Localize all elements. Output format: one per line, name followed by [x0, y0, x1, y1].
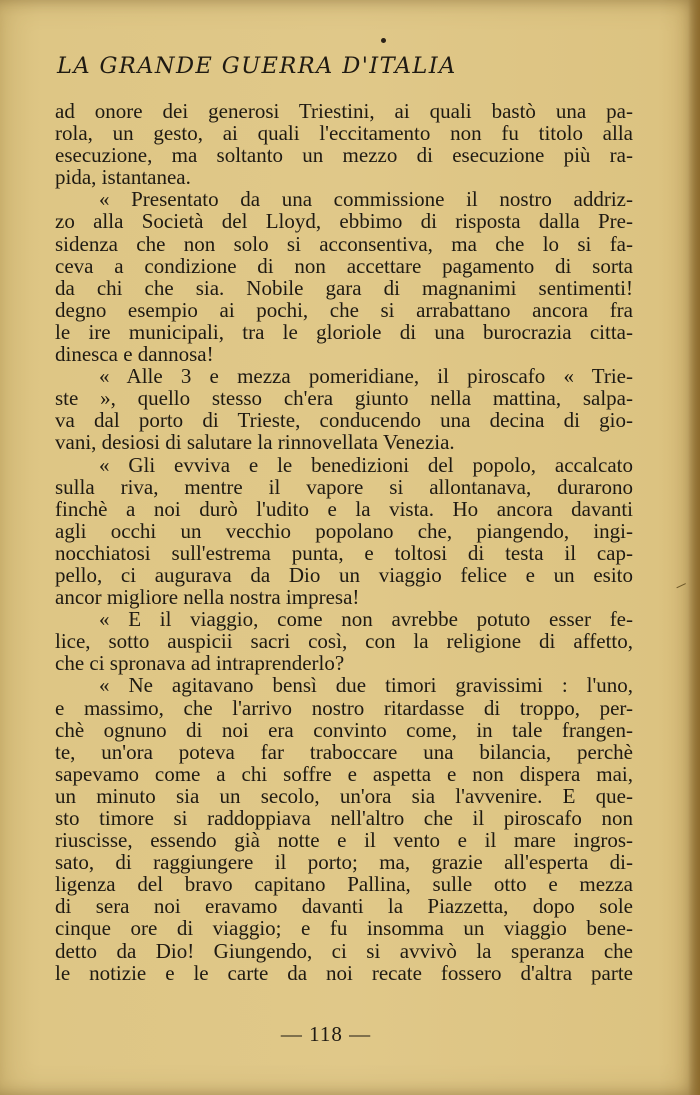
text-line: riuscisse, essendo già notte e il vento e il mare ingros-: [55, 828, 633, 853]
page-number: — 118 —: [280, 1022, 372, 1046]
text-line: lice, sotto auspicii sacri così, con la religione di affetto,: [55, 629, 633, 654]
text-line: ancor migliore nella nostra impresa!: [55, 585, 360, 610]
text-line: « Alle 3 e mezza pomeridiane, il piroscafo « Trie-: [99, 364, 633, 389]
text-line: pello, ci augurava da Dio un viaggio felice e un esito: [55, 562, 633, 587]
text-line: rola, un gesto, ai quali l'eccitamento non fu titolo alla: [55, 121, 633, 146]
text-line: « Ne agitavano bensì due timori gravissimi : l'uno,: [99, 673, 633, 698]
text-line: vani, desiosi di salutare la rinnovellata Venezia.: [55, 430, 455, 455]
text-line: e massimo, che l'arrivo nostro ritardasse di troppo, per-: [55, 695, 633, 720]
text-line: di sera noi eravamo davanti la Piazzetta, dopo sole: [55, 894, 633, 919]
text-line: « Presentato da una commissione il nostro addriz-: [99, 187, 633, 212]
text-line: da chi che sia. Nobile gara di magnanimi sentimenti!: [55, 275, 633, 300]
body-text: [55, 100, 633, 984]
text-line: dinesca e dannosa!: [55, 342, 214, 367]
text-line: chè ognuno di noi era convinto come, in tale frangen-: [55, 717, 633, 742]
text-line: nocchiatosi sull'estrema punta, e toltosi di testa il cap-: [55, 540, 633, 565]
text-line: esecuzione, ma soltanto un mezzo di esecuzione più ra-: [55, 143, 633, 168]
margin-mark: [676, 583, 687, 592]
text-line: sulla riva, mentre il vapore si allontanava, durarono: [55, 474, 633, 499]
text-line: « E il viaggio, come non avrebbe potuto esser fe-: [99, 607, 633, 632]
text-line: degno esempio ai pochi, che si arrabattano ancora fra: [55, 297, 633, 322]
text-line: le notizie e le carte da noi recate fossero d'altra parte: [55, 960, 633, 985]
text-line: detto da Dio! Giungendo, ci si avvivò la speranza che: [55, 938, 633, 963]
text-line: sato, di raggiungere il porto; ma, grazie all'esperta di-: [55, 850, 633, 875]
text-line: te, un'ora poteva far traboccare una bilancia, perchè: [55, 739, 633, 764]
running-title: LA GRANDE GUERRA D'ITALIA: [57, 53, 457, 79]
text-line: sto timore si raddoppiava nell'altro che il piroscafo non: [55, 806, 633, 830]
text-line: sapevamo come a chi soffre e aspetta e non dispera mai,: [55, 761, 633, 786]
text-line: che ci spronava ad intraprenderlo?: [55, 651, 345, 676]
text-line: ad onore dei generosi Triestini, ai quali bastò una pa-: [55, 99, 633, 123]
ornament-dot: [381, 38, 386, 43]
text-line: finchè a noi durò l'udito e la vista. Ho ancora davanti: [55, 496, 633, 521]
text-line: pida, istantanea.: [55, 165, 191, 190]
text-line: ligenza del bravo capitano Pallina, sulle otto e mezza: [55, 872, 633, 897]
text-line: un minuto sia un secolo, un'ora sia l'avvenire. E que-: [55, 783, 633, 808]
page-edge-shadow: [688, 0, 700, 1095]
text-line: ceva a condizione di non accettare pagamento di sorta: [55, 253, 633, 278]
text-line: le ire municipali, tra le gloriole di una burocrazia citta-: [55, 319, 633, 344]
text-line: « Gli evviva e le benedizioni del popolo, accalcato: [99, 452, 633, 477]
text-line: zo alla Società del Lloyd, ebbimo di risposta dalla Pre-: [55, 209, 633, 234]
text-line: ste », quello stesso ch'era giunto nella mattina, salpa-: [55, 386, 633, 411]
text-line: sidenza che non solo si acconsentiva, ma che lo si fa-: [55, 231, 633, 256]
text-line: agli occhi un vecchio popolano che, piangendo, ingi-: [55, 518, 633, 543]
text-line: cinque ore di viaggio; e fu insomma un viaggio bene-: [55, 916, 633, 941]
text-line: va dal porto di Trieste, conducendo una decina di gio-: [55, 408, 633, 433]
